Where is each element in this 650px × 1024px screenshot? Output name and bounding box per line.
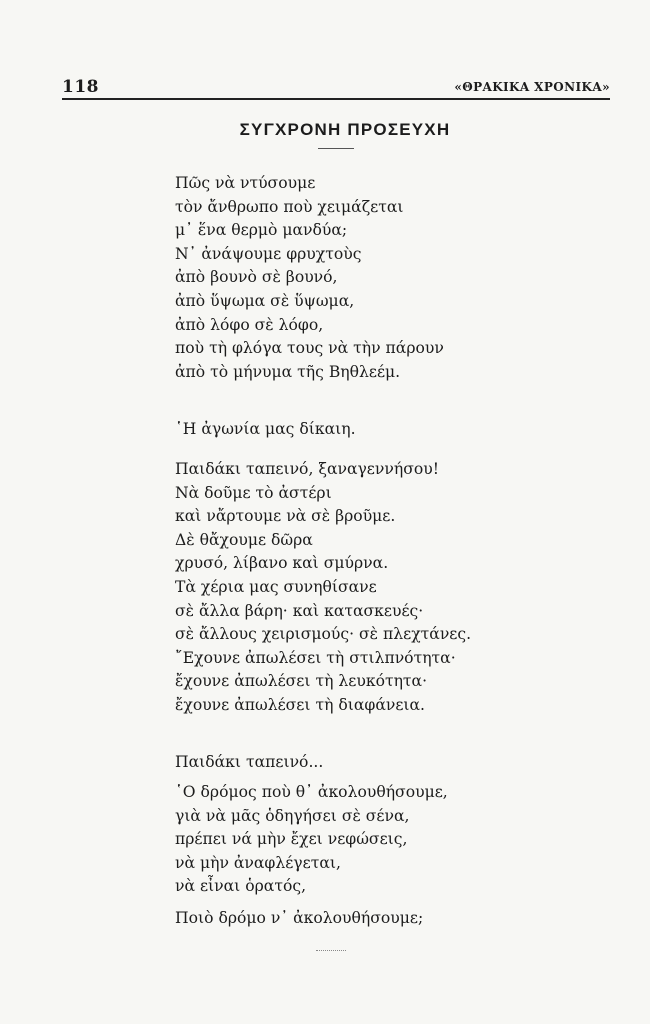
poem-line: μ᾿ ἕνα θερμὸ μανδύα; bbox=[175, 221, 348, 240]
poem-line: χρυσό, λίβανο καὶ σμύρνα. bbox=[175, 554, 389, 573]
poem-line: ἀπὸ βουνὸ σὲ βουνό, bbox=[175, 268, 338, 287]
poem-title: ΣΥΓΧΡΟΝΗ ΠΡΟΣΕΥΧΗ bbox=[239, 120, 451, 139]
poem-line: ῎Εχουνε ἀπωλέσει τὴ στιλπνότητα· bbox=[175, 648, 456, 667]
poem-line: ἀπὸ ὕψωμα σὲ ὕψωμα, bbox=[175, 291, 355, 310]
poem-line: σὲ ἄλλους χειρισμούς· σὲ πλεχτάνες. bbox=[175, 625, 472, 644]
poem-line: Παιδάκι ταπεινό... bbox=[175, 753, 324, 772]
poem-line: ῾Ο δρόμος ποὺ θ᾿ ἀκολουθήσουμε, bbox=[175, 783, 448, 802]
poem-line: ποὺ τὴ φλόγα τους νὰ τὴν πάρουν bbox=[175, 339, 444, 358]
stanza bbox=[175, 907, 610, 931]
poem-line: ἀπὸ λόφο σὲ λόφο, bbox=[175, 315, 324, 334]
poem-line: Νὰ δοῦμε τὸ ἀστέρι bbox=[175, 483, 332, 502]
poem-line: ἔχουνε ἀπωλέσει τὴ λευκότητα· bbox=[175, 672, 428, 691]
stanza bbox=[175, 781, 610, 899]
poem-line: ἔχουνε ἀπωλέσει τὴ διαφάνεια. bbox=[175, 695, 426, 714]
poem-line: νὰ μὴν ἀναφλέγεται, bbox=[175, 853, 341, 872]
poem-line: Παιδάκι ταπεινό, ξαναγεννήσου! bbox=[175, 459, 439, 478]
poem-line: Ποιὸ δρόμο ν᾿ ἀκολουθήσουμε; bbox=[175, 909, 424, 928]
poem-line: πρέπει νά μὴν ἔχει νεφώσεις, bbox=[175, 830, 408, 849]
running-title: «ΘΡΑΚΙΚΑ ΧΡΟΝΙΚΑ» bbox=[454, 80, 610, 94]
poem-line: Δὲ θἄχουμε δῶρα bbox=[175, 530, 313, 549]
poem-line: γιὰ νὰ μᾶς ὁδηγήσει σὲ σένα, bbox=[175, 806, 410, 825]
stanza bbox=[175, 418, 610, 442]
poem-line: Ν᾿ ἀνάψουμε φρυχτοὺς bbox=[175, 244, 362, 263]
poem-line: Πῶς νὰ ντύσουμε bbox=[175, 174, 316, 192]
poem-line: ἀπὸ τὸ μήνυμα τῆς Βηθλεέμ. bbox=[175, 362, 401, 381]
title-divider bbox=[318, 148, 354, 149]
poem-line: τὸν ἄνθρωπο ποὺ χειμάζεται bbox=[175, 197, 404, 216]
header-rule bbox=[62, 98, 610, 100]
page-number: 118 bbox=[62, 77, 99, 97]
poem-line: νὰ εἶναι ὁρατός, bbox=[175, 877, 307, 896]
stanza bbox=[175, 751, 610, 775]
poem-line: Τὰ χέρια μας συνηθίσανε bbox=[175, 577, 377, 596]
end-mark bbox=[316, 950, 346, 951]
poem-line: σὲ ἄλλα βάρη· καὶ κατασκευές· bbox=[175, 601, 424, 620]
stanza bbox=[175, 172, 610, 384]
poem-body bbox=[175, 172, 610, 931]
poem-line: ῾Η ἀγωνία μας δίκαιη. bbox=[175, 420, 356, 439]
stanza bbox=[175, 458, 610, 718]
poem-line: καὶ νἄρτουμε νὰ σὲ βροῦμε. bbox=[175, 507, 396, 526]
